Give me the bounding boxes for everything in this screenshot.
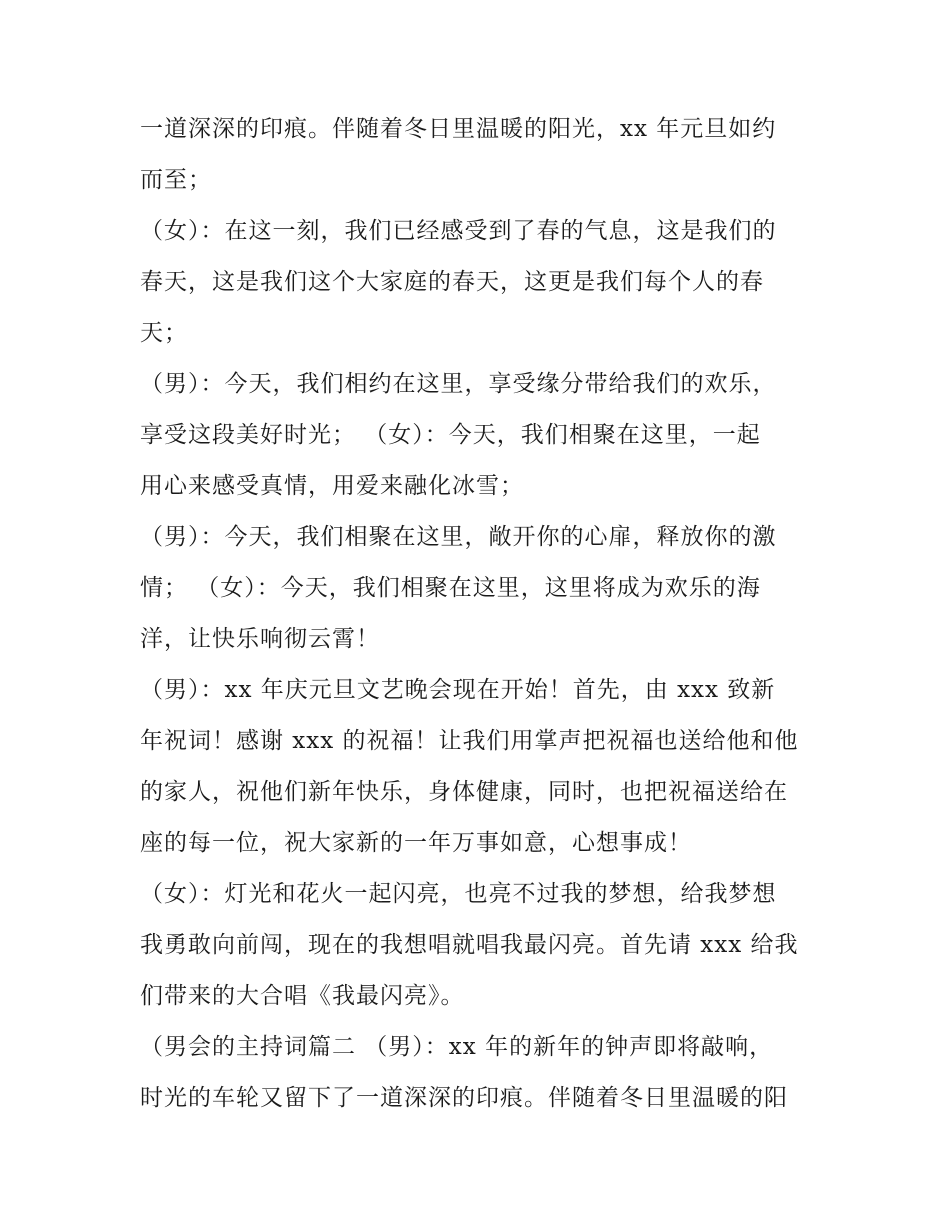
document-body bbox=[140, 104, 820, 1124]
text-line: 们带来的大合唱《我最闪亮》。 bbox=[140, 983, 465, 1009]
text-line: （男）：今天，我们相约在这里，享受缘分带给我们的欢乐， bbox=[140, 371, 777, 397]
text-line: 的家人，祝他们新年快乐，身体健康，同时，也把祝福送给在 bbox=[140, 779, 788, 805]
text-line: 用心来感受真情，用爱来融化冰雪； bbox=[140, 473, 524, 499]
text-line: （男会的主持词篇二 （男）：xx 年的新年的钟声即将敲响， bbox=[140, 1034, 774, 1060]
text-line: 情； （女）：今天，我们相聚在这里，这里将成为欢乐的海 bbox=[140, 575, 761, 601]
text-line: 我勇敢向前闯，现在的我想唱就唱我最闪亮。首先请 xxx 给我 bbox=[140, 932, 799, 958]
text-line: 洋，让快乐响彻云霄！ bbox=[140, 626, 380, 652]
text-line: （男）：xx 年庆元旦文艺晚会现在开始！首先，由 xxx 致新 bbox=[140, 677, 776, 703]
text-line: 时光的车轮又留下了一道深深的印痕。伴随着冬日里温暖的阳 bbox=[140, 1085, 788, 1111]
text-line: 春天，这是我们这个大家庭的春天，这更是我们每个人的春 bbox=[140, 269, 764, 295]
text-line: 天； bbox=[140, 320, 188, 346]
text-line: 享受这段美好时光； （女）：今天，我们相聚在这里，一起 bbox=[140, 422, 761, 448]
text-line: 而至； bbox=[140, 167, 212, 193]
text-line: 一道深深的印痕。伴随着冬日里温暖的阳光，xx 年元旦如约 bbox=[140, 116, 777, 142]
text-line: （女）：灯光和花火一起闪亮，也亮不过我的梦想，给我梦想 bbox=[140, 881, 777, 907]
text-line: 年祝词！感谢 xxx 的祝福！让我们用掌声把祝福也送给他和他 bbox=[140, 728, 799, 754]
text-line: （男）：今天，我们相聚在这里，敞开你的心扉，释放你的激 bbox=[140, 524, 777, 550]
text-line: 座的每一位，祝大家新的一年万事如意，心想事成！ bbox=[140, 830, 692, 856]
text-line: （女）：在这一刻，我们已经感受到了春的气息，这是我们的 bbox=[140, 218, 777, 244]
